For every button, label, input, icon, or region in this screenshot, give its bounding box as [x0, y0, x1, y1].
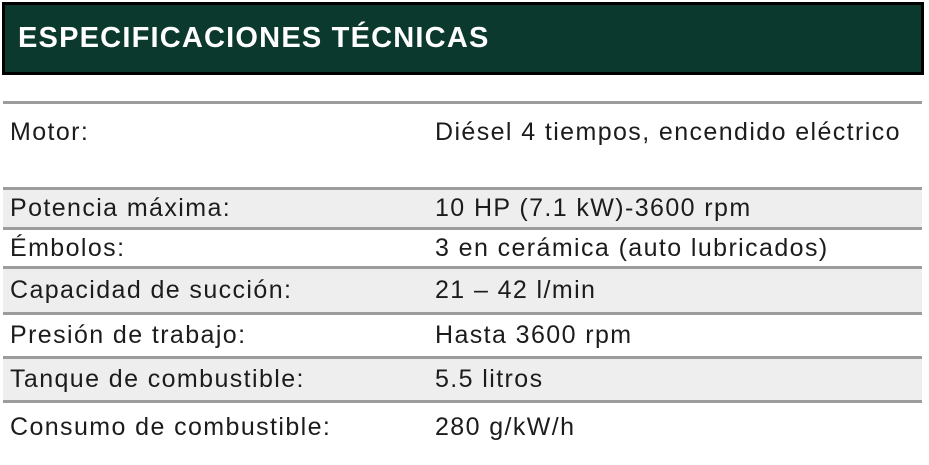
- table-row: [3, 315, 922, 359]
- spec-label: Motor:: [10, 118, 90, 146]
- spec-value: 21 – 42 l/min: [435, 276, 597, 305]
- table-row: [3, 269, 922, 315]
- table-row: [3, 403, 922, 453]
- spec-value: 10 HP (7.1 kW)-3600 rpm: [435, 194, 752, 223]
- section-header: [2, 2, 924, 75]
- spec-value: 280 g/kW/h: [435, 413, 576, 441]
- spec-label: Consumo de combustible:: [10, 413, 332, 441]
- spec-label: Presión de trabajo:: [10, 321, 247, 350]
- spec-value: Hasta 3600 rpm: [435, 321, 633, 350]
- spec-label: Potencia máxima:: [10, 194, 232, 223]
- spec-label: Tanque de combustible:: [10, 365, 305, 394]
- spec-value: 3 en cerámica (auto lubricados): [435, 233, 829, 262]
- spec-value: 5.5 litros: [435, 365, 544, 394]
- table-row: [3, 230, 922, 269]
- spec-label: Capacidad de succión:: [10, 276, 293, 305]
- table-row: [3, 104, 922, 190]
- spec-label: Émbolos:: [10, 233, 126, 262]
- spec-value: Diésel 4 tiempos, encendido eléctrico: [435, 118, 901, 146]
- table-row: [3, 190, 922, 230]
- section-title: ESPECIFICACIONES TÉCNICAS: [18, 22, 490, 54]
- spec-table: [3, 101, 922, 453]
- table-row: [3, 359, 922, 403]
